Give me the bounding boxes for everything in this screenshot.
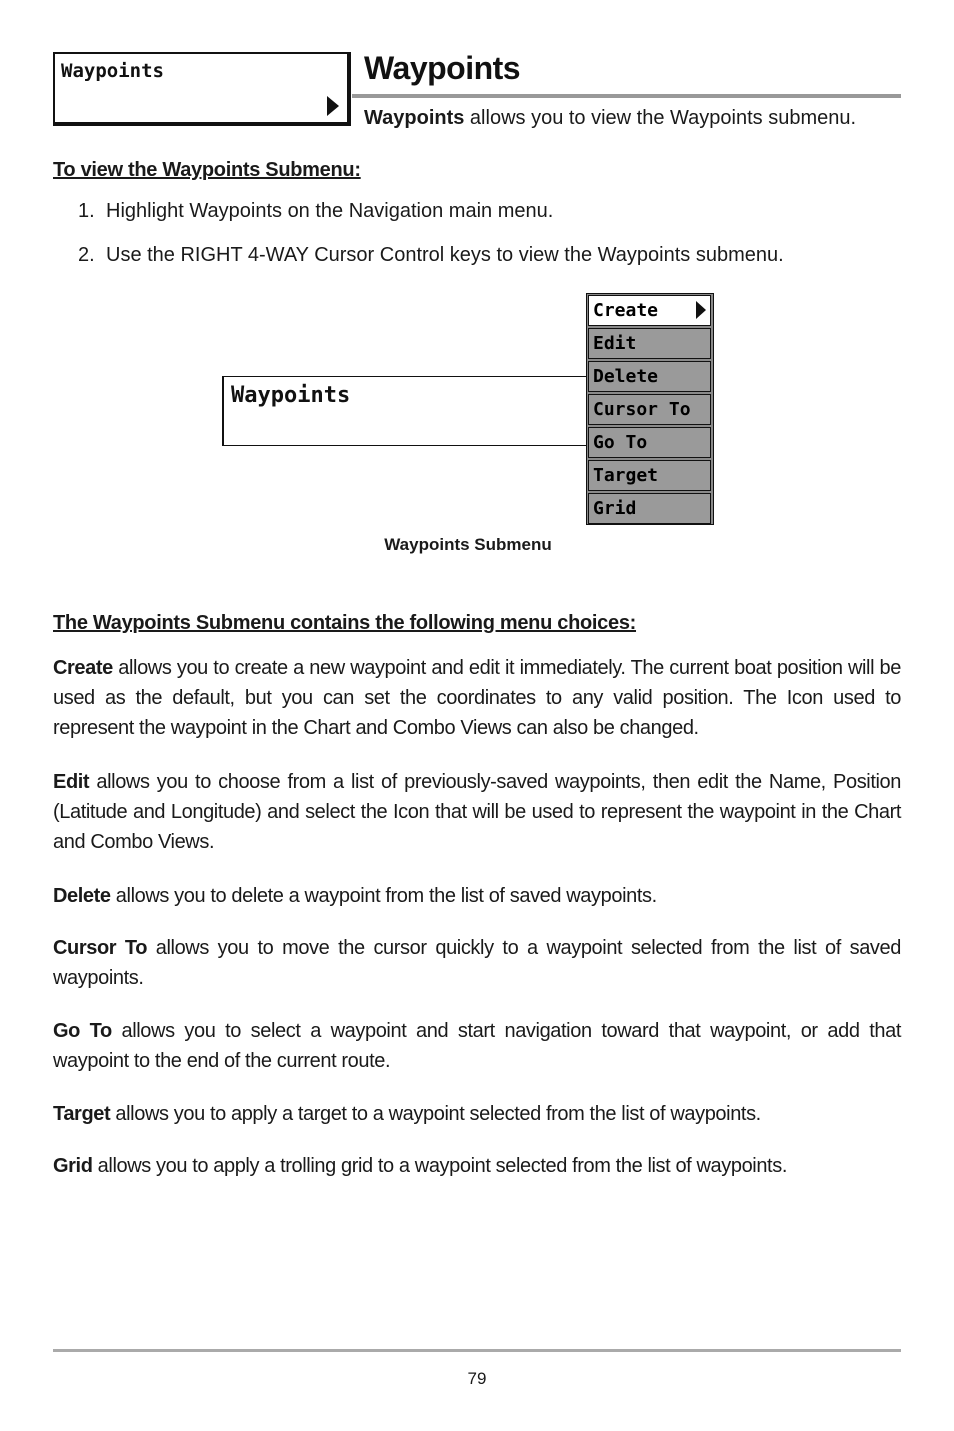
submenu-item-label: Target [593,465,659,486]
step-number: 2. [78,244,95,266]
intro-term: Waypoints [364,107,465,129]
figure-menu-label: Waypoints [231,383,351,408]
view-section-heading: To view the Waypoints Submenu: [53,159,361,181]
choice-term: Cursor To [53,937,148,959]
page-title: Waypoints [364,50,521,86]
intro-paragraph [364,107,856,130]
choice-grid [53,1151,901,1181]
step-2 [78,244,784,267]
figure-waypoints-menu [222,376,586,446]
choices-section-heading: The Waypoints Submenu contains the following menu choices: [53,612,637,634]
choice-text: allows you to apply a target to a waypoint selected from the list of waypoints. [110,1103,761,1125]
arrow-right-icon [696,301,706,319]
submenu-item-target[interactable] [588,460,711,491]
figure-caption: Waypoints Submenu [384,535,552,554]
submenu-item-go-to[interactable] [588,427,711,458]
choice-target [53,1099,901,1129]
menu-box-label: Waypoints [61,60,164,82]
waypoints-menu-box [53,52,351,126]
choice-term: Target [53,1103,111,1125]
step-text: Use the RIGHT 4-WAY Cursor Control keys to view the Waypoints submenu. [106,244,784,266]
step-number: 1. [78,200,95,222]
choice-term: Go To [53,1020,112,1042]
submenu-item-cursor-to[interactable] [588,394,711,425]
intro-text: allows you to view the Waypoints submenu. [464,107,857,129]
page-number: 79 [467,1369,487,1388]
choice-term: Delete [53,885,111,907]
choice-delete [53,881,901,911]
footer-divider [53,1349,901,1352]
choice-text: allows you to delete a waypoint from the list of saved waypoints. [110,885,657,907]
choice-text: allows you to apply a trolling grid to a waypoint selected from the list of waypoints. [92,1155,787,1177]
choice-term: Edit [53,771,90,793]
submenu-item-delete[interactable] [588,361,711,392]
step-text: Highlight Waypoints on the Navigation main menu. [106,200,554,222]
choice-term: Grid [53,1155,93,1177]
submenu-item-label: Go To [593,432,648,453]
submenu-item-label: Cursor To [593,399,691,420]
choice-edit [53,767,901,857]
submenu-item-label: Delete [593,366,659,387]
submenu-item-edit[interactable] [588,328,711,359]
choice-text: allows you to choose from a list of previously-saved waypoints, then edit the Name, Position (Latitude and Longitude) and select the Icon that will be used to represent the waypoint in the Chart and Combo Views. [53,771,901,853]
choice-term: Create [53,657,113,679]
submenu-item-grid[interactable] [588,493,711,524]
choice-text: allows you to select a waypoint and start navigation toward that waypoint, or add that waypoint to the end of the current route. [53,1020,901,1072]
arrow-right-icon [327,96,339,116]
submenu-item-label: Grid [593,498,637,519]
submenu-item-create[interactable] [588,295,711,326]
title-divider [352,94,901,98]
choice-text: allows you to create a new waypoint and edit it immediately. The current boat position will be used as the default, but you can set the coordinates to any valid position. The Icon used to represent the waypoint in the Chart and Combo Views can also be changed. [53,657,901,739]
step-1 [78,200,553,223]
choice-text: allows you to move the cursor quickly to a waypoint selected from the list of saved waypoints. [53,937,901,989]
submenu-item-label: Create [593,300,659,321]
waypoints-submenu [586,293,714,525]
choice-cursor-to [53,933,901,993]
submenu-item-label: Edit [593,333,637,354]
choice-go-to [53,1016,901,1076]
choice-create [53,653,901,743]
